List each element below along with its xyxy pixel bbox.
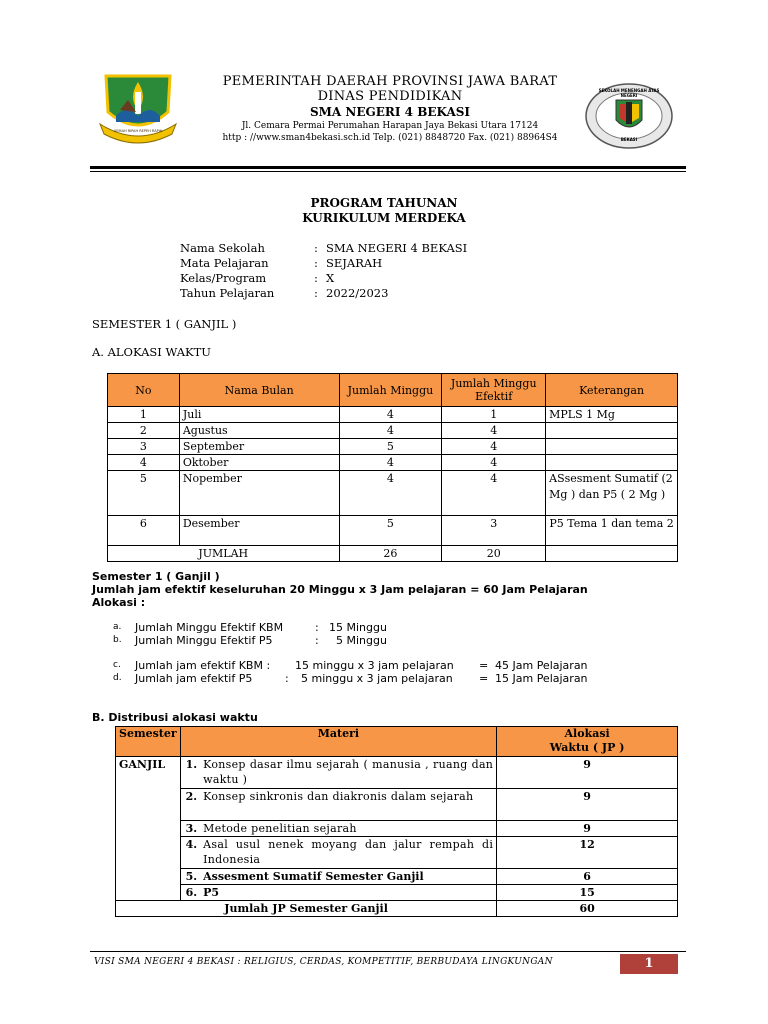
info-key: Kelas/Program xyxy=(180,271,267,285)
header-rule-thin xyxy=(90,171,686,172)
logo-right-text: SEKOLAH MENENGAH ATAS NEGERI xyxy=(598,88,660,98)
item-mark: d. xyxy=(113,673,122,683)
jp-cell: 15 xyxy=(497,885,678,901)
col-header: Jumlah Minggu Efektif xyxy=(442,374,546,407)
alokasi-list xyxy=(113,621,387,647)
table-row xyxy=(108,455,678,471)
info-key: Nama Sekolah xyxy=(180,241,265,255)
cell-weeks: 5 xyxy=(339,516,442,546)
item-calc: 5 minggu x 3 jam pelajaran xyxy=(301,672,453,685)
item-result: 15 Jam Pelajaran xyxy=(495,672,588,685)
doc-subtitle: KURIKULUM MERDEKA xyxy=(302,211,466,225)
info-key: Tahun Pelajaran xyxy=(180,286,275,300)
col-header: Materi xyxy=(180,727,497,757)
cell-note xyxy=(546,455,678,471)
jam-list xyxy=(113,659,588,685)
item-sep: : xyxy=(315,621,319,634)
materi-num: 1. xyxy=(180,757,200,789)
summary-alokasi: Alokasi : xyxy=(92,596,146,609)
materi-num: 2. xyxy=(180,789,200,821)
total-jp: 60 xyxy=(497,901,678,917)
materi-num: 4. xyxy=(180,837,200,869)
cell-weeks: 4 xyxy=(339,471,442,516)
total-weeks: 26 xyxy=(339,546,442,562)
item-result: 45 Jam Pelajaran xyxy=(495,659,588,672)
col-header: Semester xyxy=(116,727,181,757)
table-total-row xyxy=(108,546,678,562)
item-sep: : xyxy=(285,672,289,685)
cell-note xyxy=(546,423,678,439)
materi-num: 3. xyxy=(180,821,200,837)
col-header: Keterangan xyxy=(546,374,678,407)
table-row xyxy=(108,407,678,423)
jp-cell: 9 xyxy=(497,789,678,821)
materi-text: Konsep sinkronis dan diakronis dalam sejarah xyxy=(200,789,497,821)
table-row xyxy=(116,757,678,789)
info-value: SMA NEGERI 4 BEKASI xyxy=(326,241,468,255)
materi-text: P5 xyxy=(200,885,497,901)
cell-note: ASsesment Sumatif (2 Mg ) dan P5 ( 2 Mg ) xyxy=(546,471,678,516)
table-header-row xyxy=(116,727,678,757)
item-mark: a. xyxy=(113,622,122,632)
cell-month: Nopember xyxy=(179,471,339,516)
footer-vision: VISI SMA NEGERI 4 BEKASI : RELIGIUS, CERDAS, KOMPETITIF, BERBUDAYA LINGKUNGAN xyxy=(94,957,553,967)
cell-effective: 4 xyxy=(442,455,546,471)
cell-month: Desember xyxy=(179,516,339,546)
info-sep: : xyxy=(314,256,318,270)
list-item xyxy=(113,672,588,685)
semester-heading: SEMESTER 1 ( GANJIL ) xyxy=(92,317,237,331)
header-school-name: SMA NEGERI 4 BEKASI xyxy=(309,105,471,119)
table-header-row xyxy=(108,374,678,407)
table-row xyxy=(108,516,678,546)
header-contact: http : //www.sman4bekasi.sch.id Telp. (021) 8848720 Fax. (021) 88964S4 xyxy=(222,133,558,143)
header-address: Jl. Cemara Permai Perumahan Harapan Jaya Bekasi Utara 17124 xyxy=(241,121,539,131)
cell-effective: 4 xyxy=(442,439,546,455)
col-header: Nama Bulan xyxy=(179,374,339,407)
logo-left-text: GEMAH RIPAH REPEH RAPIH xyxy=(113,129,163,133)
total-label: Jumlah JP Semester Ganjil xyxy=(116,901,497,917)
item-mark: b. xyxy=(113,635,122,645)
materi-text: Konsep dasar ilmu sejarah ( manusia , ruang dan waktu ) xyxy=(200,757,497,789)
item-label: Jumlah jam efektif KBM : xyxy=(135,659,271,672)
header-line1: PEMERINTAH DAERAH PROVINSI JAWA BARAT xyxy=(222,74,558,89)
item-label: Jumlah Minggu Efektif KBM xyxy=(135,621,284,634)
cell-month: Oktober xyxy=(179,455,339,471)
info-block xyxy=(180,241,467,301)
section-a-heading: A. ALOKASI WAKTU xyxy=(92,345,211,359)
cell-month: September xyxy=(179,439,339,455)
info-value: 2022/2023 xyxy=(326,286,389,300)
semester-cell: GANJIL xyxy=(116,757,181,901)
cell-weeks: 4 xyxy=(339,423,442,439)
total-note xyxy=(546,546,678,562)
cell-effective: 4 xyxy=(442,423,546,439)
table-row xyxy=(108,439,678,455)
info-sep: : xyxy=(314,286,318,300)
table-row xyxy=(116,821,678,837)
header-rule-thick xyxy=(90,166,686,169)
section-b-heading: B. Distribusi alokasi waktu xyxy=(92,711,258,724)
info-value: SEJARAH xyxy=(326,256,383,270)
item-sep: : xyxy=(315,634,319,647)
total-effective: 20 xyxy=(442,546,546,562)
footer-rule xyxy=(90,951,686,952)
col-header: Jumlah Minggu xyxy=(339,374,442,407)
info-sep: : xyxy=(314,241,318,255)
item-calc: 15 minggu x 3 jam pelajaran xyxy=(295,659,454,672)
table-row xyxy=(108,471,678,516)
materi-text: Asal usul nenek moyang dan jalur rempah di Indonesia xyxy=(200,837,497,869)
page-number: 1 xyxy=(620,954,678,974)
alokasi-waktu-table xyxy=(107,373,678,562)
jp-cell: 9 xyxy=(497,821,678,837)
item-label: Jumlah jam efektif P5 xyxy=(135,672,253,685)
jp-cell: 12 xyxy=(497,837,678,869)
logo-right-bottom: BEKASI xyxy=(620,137,638,142)
summary-semester: Semester 1 ( Ganjil ) xyxy=(92,570,220,583)
materi-num: 6. xyxy=(180,885,200,901)
info-key: Mata Pelajaran xyxy=(180,256,269,270)
item-value: 5 Minggu xyxy=(329,634,387,647)
list-item xyxy=(113,621,387,634)
cell-weeks: 4 xyxy=(339,407,442,423)
item-mark: c. xyxy=(113,660,121,670)
item-eq: = xyxy=(479,659,489,672)
info-sep: : xyxy=(314,271,318,285)
cell-effective: 3 xyxy=(442,516,546,546)
table-row xyxy=(108,423,678,439)
cell-note: P5 Tema 1 dan tema 2 xyxy=(546,516,678,546)
table-row xyxy=(116,885,678,901)
cell-no: 5 xyxy=(108,471,180,516)
cell-weeks: 4 xyxy=(339,455,442,471)
item-label: Jumlah Minggu Efektif P5 xyxy=(135,634,273,647)
cell-no: 1 xyxy=(108,407,180,423)
materi-text: Assesment Sumatif Semester Ganjil xyxy=(200,869,497,885)
distribusi-table xyxy=(115,726,678,917)
item-eq: = xyxy=(479,672,489,685)
total-label: JUMLAH xyxy=(108,546,340,562)
header-line2: DINAS PENDIDIKAN xyxy=(317,89,463,104)
cell-effective: 1 xyxy=(442,407,546,423)
cell-no: 4 xyxy=(108,455,180,471)
cell-note xyxy=(546,439,678,455)
jp-cell: 9 xyxy=(497,757,678,789)
table-row xyxy=(116,789,678,821)
materi-num: 5. xyxy=(180,869,200,885)
cell-note: MPLS 1 Mg xyxy=(546,407,678,423)
list-item xyxy=(113,659,588,672)
list-item xyxy=(113,634,387,647)
cell-month: Agustus xyxy=(179,423,339,439)
cell-month: Juli xyxy=(179,407,339,423)
cell-no: 2 xyxy=(108,423,180,439)
jp-cell: 6 xyxy=(497,869,678,885)
col-header: No xyxy=(108,374,180,407)
letterhead xyxy=(180,74,600,144)
jabar-logo xyxy=(98,72,178,144)
table-row xyxy=(116,869,678,885)
cell-no: 6 xyxy=(108,516,180,546)
doc-title: PROGRAM TAHUNAN xyxy=(310,196,458,210)
materi-text: Metode penelitian sejarah xyxy=(200,821,497,837)
info-value: X xyxy=(326,271,335,285)
item-value: 15 Minggu xyxy=(329,621,387,634)
table-row xyxy=(116,837,678,869)
cell-weeks: 5 xyxy=(339,439,442,455)
summary-total: Jumlah jam efektif keseluruhan 20 Minggu x 3 Jam pelajaran = 60 Jam Pelajaran xyxy=(92,583,588,596)
table-total-row xyxy=(116,901,678,917)
cell-effective: 4 xyxy=(442,471,546,516)
col-header: Alokasi Waktu ( JP ) xyxy=(497,727,678,757)
cell-no: 3 xyxy=(108,439,180,455)
